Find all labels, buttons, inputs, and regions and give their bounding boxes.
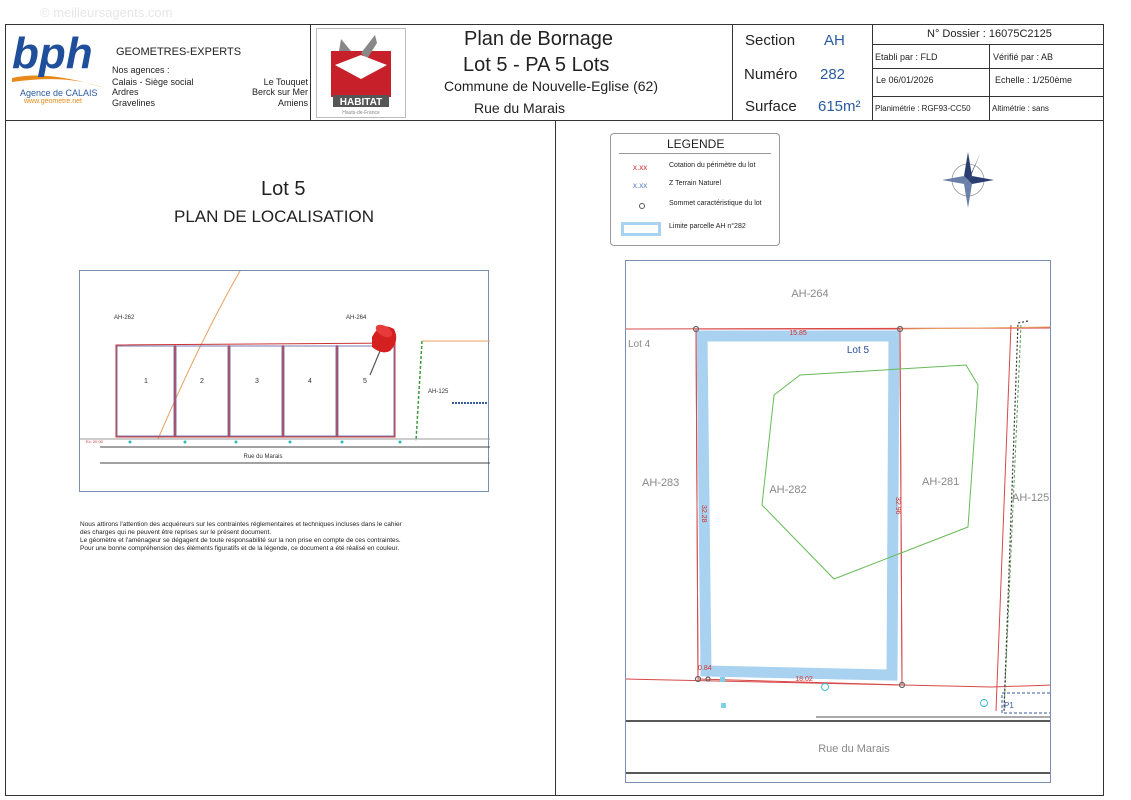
- plan-dim-top: 15.85: [789, 330, 807, 337]
- legend-sample-perimeter: x.xx: [633, 163, 648, 172]
- company-logo-text: bph: [12, 30, 93, 78]
- plan-dim-bottom: 18.02: [795, 676, 813, 683]
- notice-line: Le géomètre et l'aménageur se dégagent de toute responsabilité sur la non prise en compte de ces contraintes.: [80, 537, 401, 544]
- vertex-point-icon: [639, 203, 645, 209]
- parcel-limit-swatch: [621, 222, 661, 236]
- company-website: www.geometre.net: [24, 98, 82, 105]
- map-corner-note: Ex. 20.00: [86, 439, 103, 444]
- legend-label-vertex: Sommet caractéristique du lot: [669, 200, 762, 207]
- legend-label-perimeter: Cotation du périmètre du lot: [669, 162, 756, 169]
- location-plan-title: PLAN DE LOCALISATION: [174, 207, 374, 226]
- plan-parcel-center: AH-282: [769, 484, 807, 496]
- plan-dim-right: 32.96: [894, 497, 901, 515]
- map-lot-5: 5: [363, 378, 367, 385]
- lot-title: Lot 5: [261, 178, 306, 200]
- map-lot-2: 2: [200, 378, 204, 385]
- map-street: Rue du Marais: [243, 454, 283, 460]
- agency-left-2: Ardres: [112, 87, 139, 97]
- client-logo-text: HABITAT: [339, 97, 383, 108]
- notice-line: Nous attirons l'attention des acquéreurs sur les contraintes réglementaires et techniques incluses dans le cahier: [80, 521, 402, 528]
- agency-left-1: Calais - Siège social: [112, 77, 194, 87]
- plan-parcel-right: AH-281: [922, 476, 960, 488]
- map-lot-1: 1: [144, 378, 148, 385]
- map-lot-4: 4: [308, 378, 312, 385]
- planimetrie: Planimétrie : RGF93-CC50: [875, 104, 971, 113]
- plan-dim-small: 0.84: [698, 665, 712, 672]
- cadastral-plan: [625, 260, 1051, 783]
- altimetrie: Altimétrie : sans: [992, 104, 1049, 113]
- date: Le 06/01/2026: [876, 75, 934, 85]
- plan-street: Rue du Marais: [818, 743, 890, 755]
- agencies-label: Nos agences :: [112, 65, 170, 75]
- north-arrow-icon: [940, 146, 996, 210]
- agency-name: Agence de CALAIS: [20, 88, 98, 98]
- plan-dim-left: 32.28: [700, 505, 707, 523]
- notice: [80, 521, 402, 553]
- plan-title: Plan de Bornage: [464, 28, 614, 50]
- location-pin-icon: [370, 322, 396, 375]
- plan-parcel-left: AH-283: [642, 477, 680, 489]
- agency-right-3: Amiens: [277, 98, 308, 108]
- notice-line: des charges qui ne peuvent être reprises sur le présent document.: [80, 529, 272, 536]
- plan-street: Rue du Marais: [474, 100, 566, 116]
- client-logo: [316, 28, 406, 118]
- plan-lot-title: Lot 5 - PA 5 Lots: [463, 54, 610, 76]
- surface-label: Surface: [745, 98, 797, 115]
- legend-label-limit: Limite parcelle AH n°282: [669, 223, 746, 230]
- section-label: Section: [745, 32, 796, 49]
- plan-lot-name: Lot 5: [846, 345, 870, 356]
- plan-lot-left: Lot 4: [628, 339, 651, 350]
- numero-label: Numéro: [744, 66, 798, 83]
- section-value: AH: [824, 32, 845, 49]
- plan-parcel-top: AH-264: [791, 288, 829, 300]
- plan-commune: Commune de Nouvelle-Eglise (62): [444, 78, 658, 94]
- watermark: © meilleursagents.com: [40, 5, 173, 20]
- legend: [610, 133, 780, 246]
- legend-label-ground: Z Terrain Naturel: [669, 180, 722, 187]
- company-name: GEOMETRES-EXPERTS: [116, 46, 242, 58]
- dossier-number: N° Dossier : 16075C2125: [927, 28, 1052, 40]
- agency-left-3: Gravelines: [112, 98, 156, 108]
- surface-value: 615m²: [818, 98, 861, 115]
- map-lot-3: 3: [255, 378, 259, 385]
- map-parcel-side: AH-125: [428, 389, 449, 395]
- client-logo-sub: Hauts-de-France: [342, 110, 380, 116]
- agency-right-2: Berck sur Mer: [251, 87, 308, 97]
- agency-right-1: Le Touquet: [263, 77, 308, 87]
- location-map: [79, 270, 489, 492]
- map-parcel-right: AH-264: [346, 315, 367, 321]
- company-logo: [8, 30, 108, 90]
- legend-sample-ground: x.xx: [633, 181, 648, 190]
- plan-marker: P1: [1004, 701, 1014, 710]
- verifie-par: Vérifié par : AB: [993, 52, 1054, 62]
- map-parcel-left: AH-262: [114, 315, 135, 321]
- etabli-par: Etabli par : FLD: [875, 52, 938, 62]
- numero-value: 282: [820, 66, 846, 83]
- notice-line: Pour une bonne compréhension des éléments figuratifs et de la légende, ce document a été réalisé en couleur.: [80, 545, 400, 552]
- legend-title: LEGENDE: [667, 137, 725, 151]
- echelle: Echelle : 1/250ème: [995, 75, 1073, 85]
- plan-parcel-far-right: AH-125: [1012, 492, 1050, 504]
